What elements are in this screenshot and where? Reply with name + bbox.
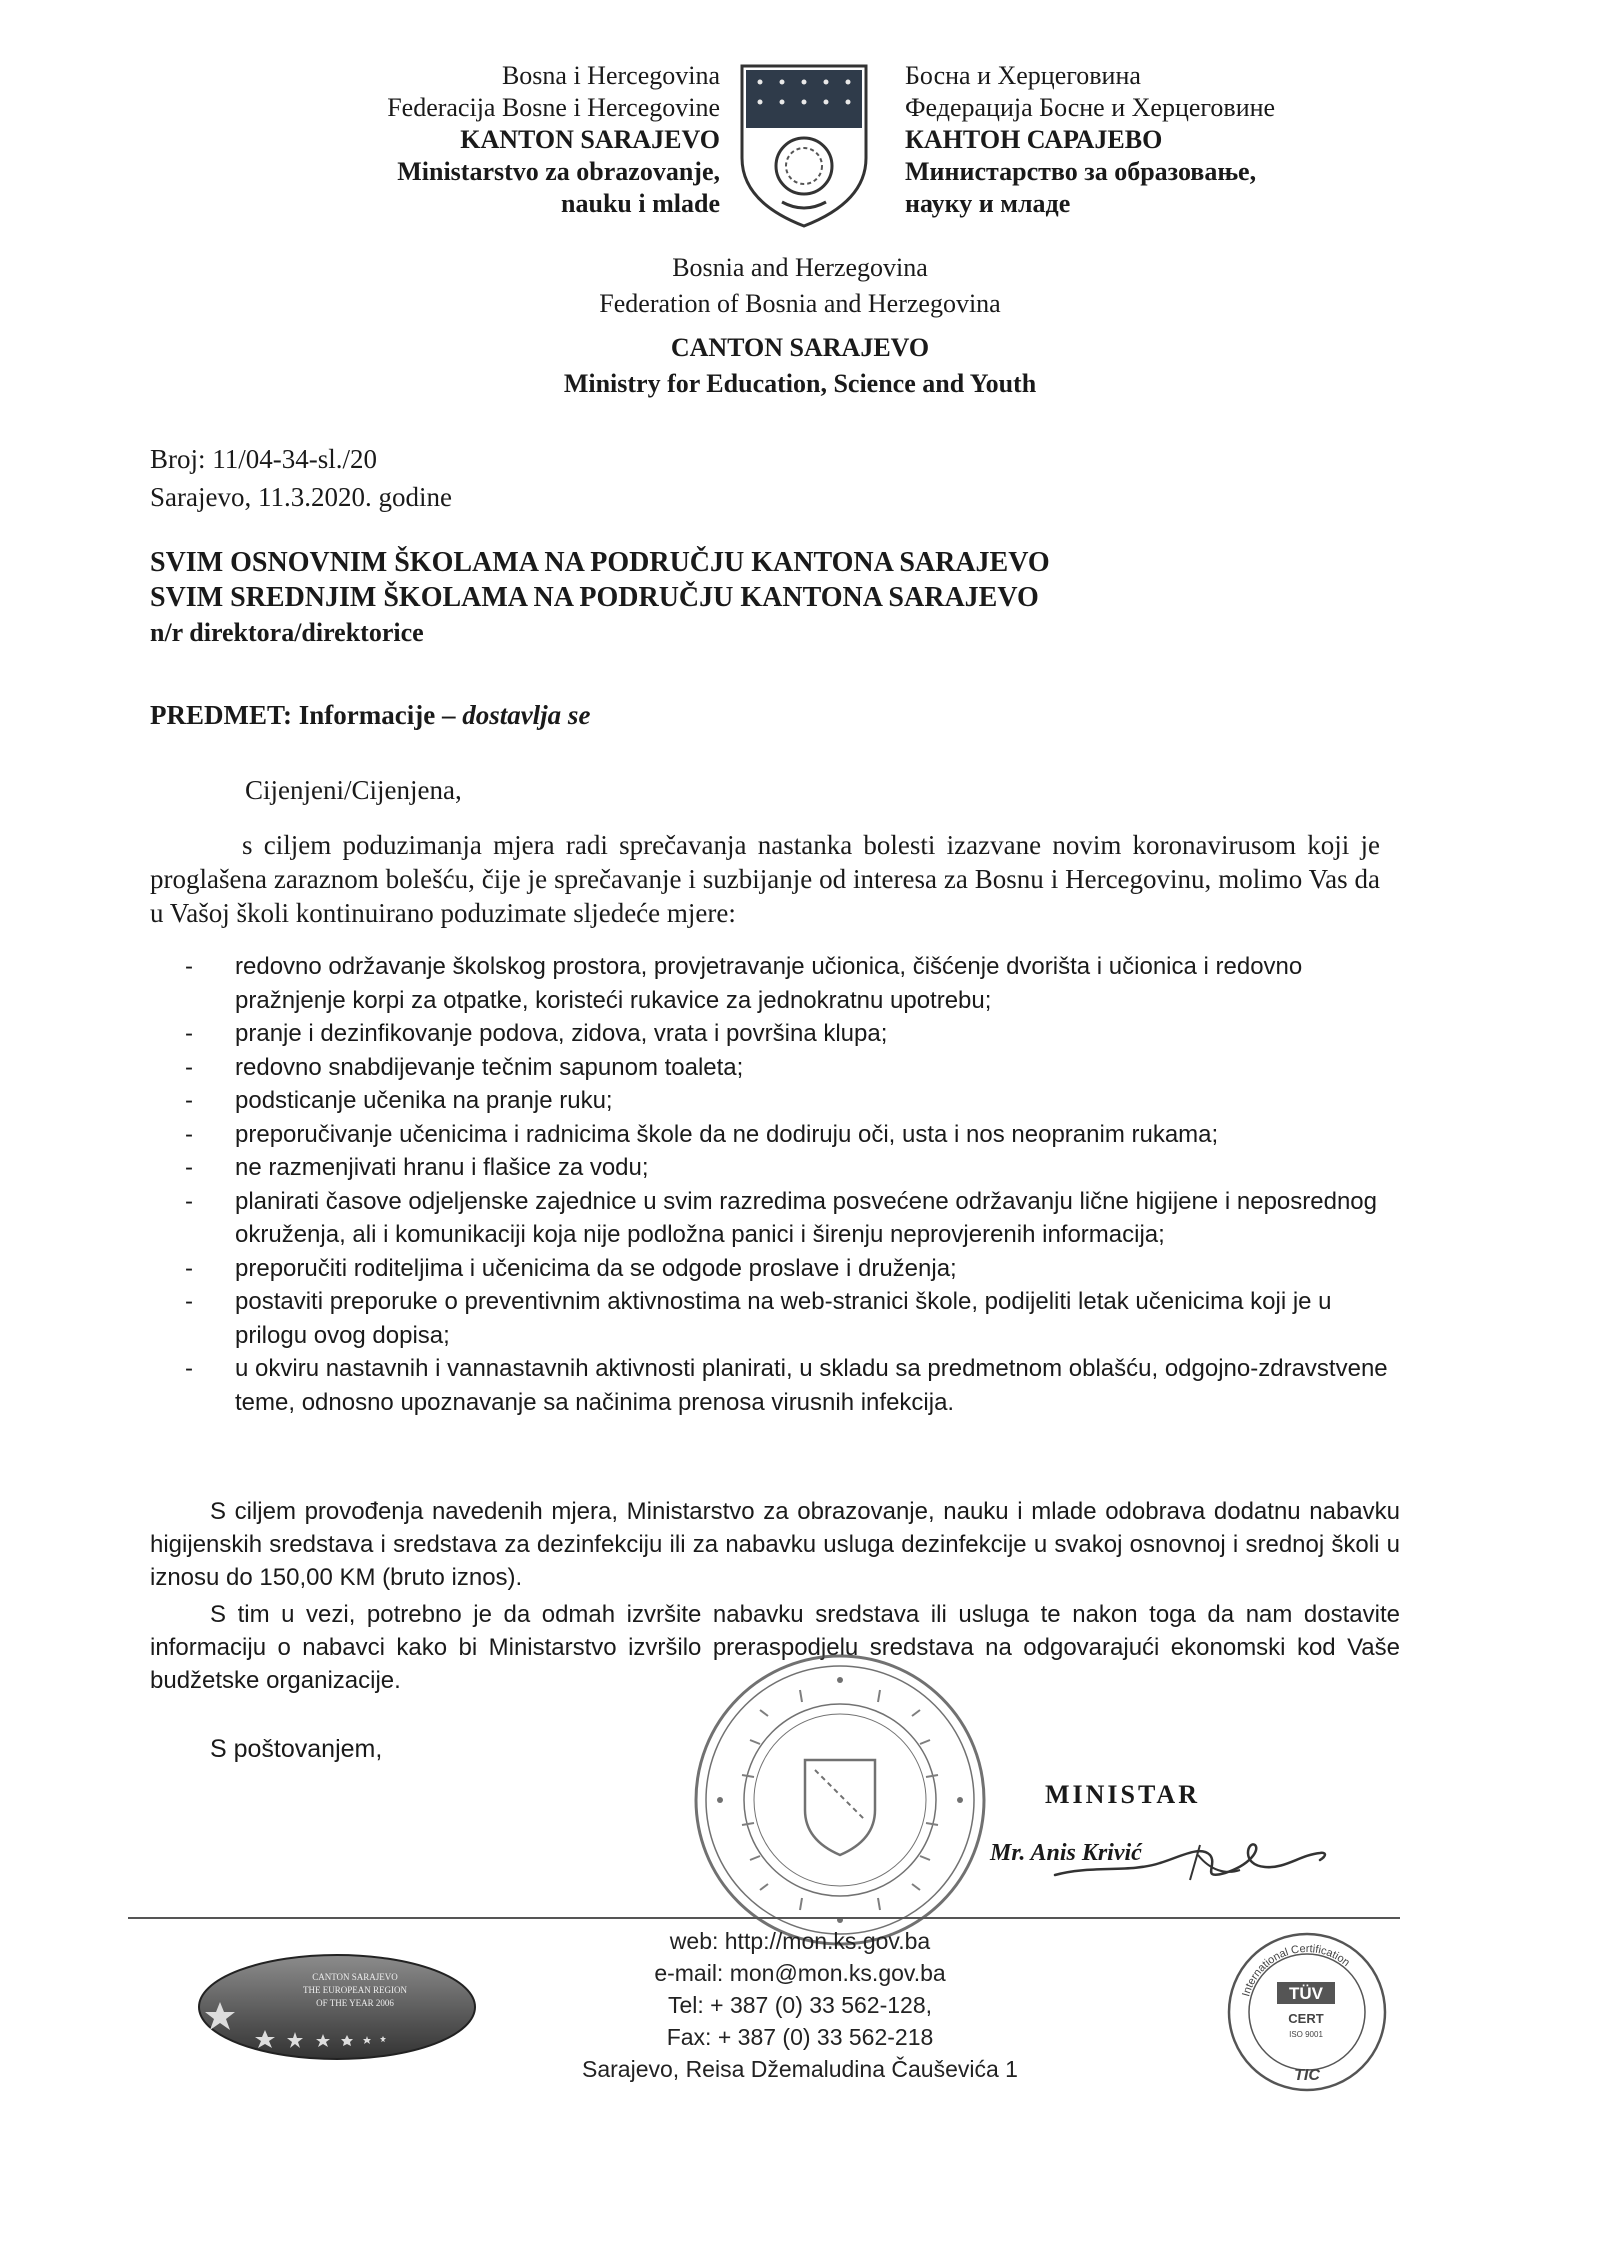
header-right-country: Босна и Херцеговина xyxy=(905,61,1141,90)
header-right-canton: КАНТОН САРАЈЕВО xyxy=(905,125,1163,154)
subject-italic: dostavlja se xyxy=(462,700,591,730)
list-item: - ne razmenjivati hranu i flašice za vodu; xyxy=(185,1154,649,1181)
svg-text:OF THE YEAR 2006: OF THE YEAR 2006 xyxy=(316,1998,394,2008)
tuv-certification-badge-icon xyxy=(1225,1930,1390,2095)
footer-fax: Fax: + 387 (0) 33 562-218 xyxy=(666,2024,934,2050)
header-center-country: Bosnia and Herzegovina xyxy=(672,253,928,282)
funding-paragraph xyxy=(150,1495,1400,1594)
footer-email-link[interactable]: e-mail: mon@mon.ks.gov.ba xyxy=(654,1960,946,1986)
svg-text:CANTON SARAJEVO: CANTON SARAJEVO xyxy=(312,1972,398,1982)
signature-name: Mr. Anis Krivić xyxy=(990,1840,1142,1866)
footer-web-link[interactable]: web: http://mon.ks.gov.ba xyxy=(669,1928,931,1954)
list-item: - u okviru nastavnih i vannastavnih aktivnosti planirati, u skladu sa predmetnom oblašću, odgojno-zdravstvene teme, odnosno upoznavanje sa načinima prenosa virusnih infekcija. xyxy=(185,1355,1388,1416)
svg-text:International Certification: International Certification xyxy=(1240,1942,1352,1998)
addressee xyxy=(150,545,1050,650)
svg-text:ISO 9001: ISO 9001 xyxy=(1289,2030,1323,2039)
measure-text: preporučiti roditeljima i učenicima da se odgode proslave i druženja; xyxy=(235,1254,957,1282)
document-date: Sarajevo, 11.3.2020. godine xyxy=(150,482,452,512)
official-seal-icon xyxy=(690,1650,990,1950)
reference-number: Broj: 11/04-34-sl./20 xyxy=(150,444,377,474)
intro-text: s ciljem poduzimanja mjera radi sprečavanja nastanka bolesti izazvane novim koronavirusom koji je proglašena zaraznom bolešću, čije je sprečavanje i suzbijanje od interesa za Bosnu i Hercegovinu, molimo Vas da u Vašoj školi kontinuirano poduzimate sljedeće mjere: xyxy=(150,830,1380,928)
measure-text: preporučivanje učenicima i radnicima škole da ne dodiruju oči, usta i nos neopranim rukama; xyxy=(235,1120,1219,1148)
header-left xyxy=(160,60,720,220)
svg-text:TÜV: TÜV xyxy=(1289,1984,1323,2003)
header-left-federation: Federacija Bosne i Hercegovine xyxy=(387,93,720,122)
measure-text: u okviru nastavnih i vannastavnih aktivnosti planirati, u skladu sa predmetnom oblašću, odgojno-zdravstvene teme, odnosno upoznavanje sa načinima prenosa virusnih infekcija. xyxy=(235,1355,1388,1416)
document-meta xyxy=(150,440,452,516)
measures-list xyxy=(185,950,1395,1419)
header-left-ministry-2: nauku i mlade xyxy=(561,189,720,218)
addressee-line-3: n/r direktora/direktorice xyxy=(150,618,424,647)
subject-line xyxy=(150,700,590,731)
intro-paragraph xyxy=(150,828,1380,930)
footer-address: Sarajevo, Reisa Džemaludina Čauševića 1 xyxy=(582,2056,1018,2082)
header-right-federation: Федерација Босне и Херцеговине xyxy=(905,93,1276,122)
list-item: - pranje i dezinfikovanje podova, zidova, vrata i površina klupa; xyxy=(185,1020,888,1047)
header-right xyxy=(905,60,1465,220)
svg-text:CERT: CERT xyxy=(1288,2011,1324,2026)
list-item: - redovno održavanje školskog prostora, provjetravanje učionica, čišćenje dvorišta i učionica i redovno pražnjenje korpi za otpatke, koristeći rukavice za jednokratnu upotrebu; xyxy=(185,953,1303,1014)
header-left-canton: KANTON SARAJEVO xyxy=(460,125,720,154)
subject-label: PREDMET: Informacije – xyxy=(150,700,463,730)
header-center-ministry: Ministry for Education, Science and Youth xyxy=(563,369,1037,398)
closing-salutation: S poštovanjem, xyxy=(210,1735,383,1763)
header-center-canton: CANTON SARAJEVO xyxy=(670,333,930,362)
measure-text: planirati časove odjeljenske zajednice u svim razredima posvećene održavanju lične higijene i neposrednog okruženja, ali i komunikaciji koja nije podložna panici i širenju neprovjerenih informacija; xyxy=(235,1187,1378,1248)
procurement-text: S tim u vezi, potrebno je da odmah izvršite nabavku sredstava ili usluga te nakon toga da nam dostavite informaciju o nabavci kako bi Ministarstvo izvršilo preraspodjelu sredstava na odgovarajući ekonomski kod Vaše budžetske organizacije. xyxy=(150,1601,1400,1694)
list-item: - postaviti preporuke o preventivnim aktivnostima na web-stranici škole, podijeliti letak učenicima koji je u prilogu ovog dopisa; xyxy=(185,1288,1332,1349)
header-center-federation: Federation of Bosnia and Herzegovina xyxy=(599,289,1001,318)
measure-text: redovno snabdijevanje tečnim sapunom toaleta; xyxy=(235,1053,744,1081)
footer-divider xyxy=(128,1917,1400,1919)
list-item: - preporučiti roditeljima i učenicima da se odgode proslave i druženja; xyxy=(185,1254,957,1282)
signature-title: MINISTAR xyxy=(1045,1780,1200,1809)
list-item: - redovno snabdijevanje tečnim sapunom toaleta; xyxy=(185,1053,744,1081)
header-left-country: Bosna i Hercegovina xyxy=(501,61,720,90)
header-center-2 xyxy=(0,330,1600,402)
footer-tel: Tel: + 387 (0) 33 562-128, xyxy=(667,1992,933,2018)
svg-text:TIC: TIC xyxy=(1294,2067,1320,2084)
list-item: - planirati časove odjeljenske zajednice u svim razredima posvećene održavanju lične higijene i neposrednog okruženja, ali i komunikaciji koja nije podložna panici i širenju neprovjerenih informacija; xyxy=(185,1187,1378,1248)
list-item: - preporučivanje učenicima i radnicima škole da ne dodiruju oči, usta i nos neopranim rukama; xyxy=(185,1120,1219,1148)
header-left-ministry: Ministarstvo za obrazovanje, xyxy=(397,157,720,186)
addressee-line-2: SVIM SREDNJIM ŠKOLAMA NA PODRUČJU KANTONA SARAJEVO xyxy=(150,582,1039,613)
measure-text: redovno održavanje školskog prostora, provjetravanje učionica, čišćenje dvorišta i učionica i redovno pražnjenje korpi za otpatke, koristeći rukavice za jednokratnu upotrebu; xyxy=(235,953,1303,1014)
header-center xyxy=(0,250,1600,322)
header-right-ministry-2: науку и младе xyxy=(905,189,1071,218)
coat-of-arms-icon xyxy=(738,62,870,230)
addressee-line-1: SVIM OSNOVNIM ŠKOLAMA NA PODRUČJU KANTONA SARAJEVO xyxy=(150,547,1050,578)
handwritten-signature-icon xyxy=(1050,1825,1330,1895)
list-item: - podsticanje učenika na pranje ruku; xyxy=(185,1087,613,1114)
measure-text: postaviti preporuke o preventivnim aktivnostima na web-stranici škole, podijeliti letak učenicima koji je u prilogu ovog dopisa; xyxy=(235,1288,1332,1349)
svg-text:THE EUROPEAN REGION: THE EUROPEAN REGION xyxy=(303,1985,407,1995)
header-right-ministry: Министарство за образовање, xyxy=(905,157,1257,186)
measure-text: ne razmenjivati hranu i flašice za vodu; xyxy=(235,1154,649,1181)
measure-text: pranje i dezinfikovanje podova, zidova, vrata i površina klupa; xyxy=(235,1020,888,1047)
funding-text: S ciljem provođenja navedenih mjera, Ministarstvo za obrazovanje, nauku i mlade odobrava dodatnu nabavku higijenskih sredstava i sredstava za dezinfekciju ili za nabavku usluga dezinfekcije u svakoj osnovnoj i srednoj školi u iznosu do 150,00 KM (bruto iznos). xyxy=(150,1498,1400,1591)
measure-text: podsticanje učenika na pranje ruku; xyxy=(235,1087,613,1114)
greeting: Cijenjeni/Cijenjena, xyxy=(245,775,462,805)
